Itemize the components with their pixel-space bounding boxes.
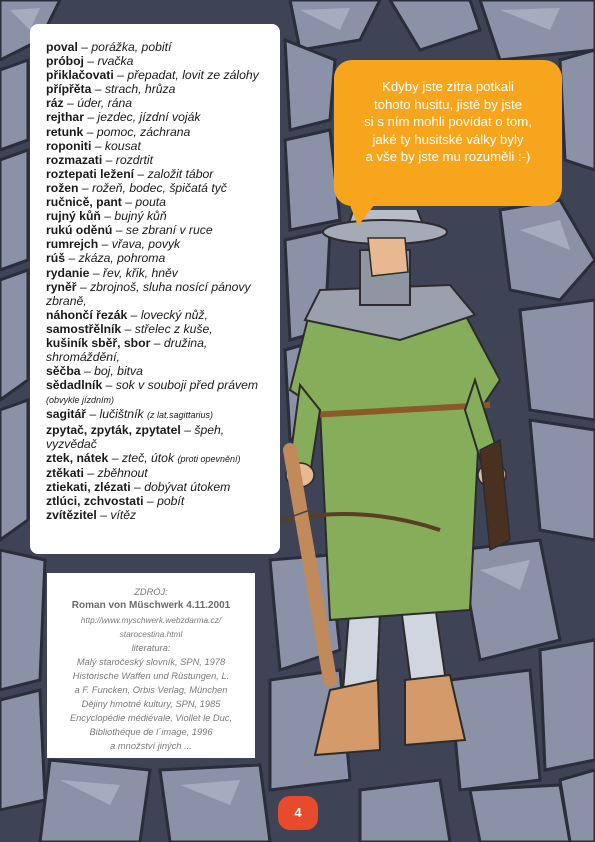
glossary-note: (z lat.sagittarius) bbox=[146, 410, 213, 421]
glossary-term: ručnicě, pant bbox=[46, 195, 122, 210]
glossary-entry: rukú oděnú – se zbraní v ruce bbox=[46, 223, 213, 238]
glossary-entry: rujný kůň – bujný kůň bbox=[46, 209, 167, 224]
glossary-definition: porážka, pobití bbox=[91, 40, 172, 54]
glossary-entry: kušiník sběř, sbor – družina, shromáždění, bbox=[46, 335, 208, 365]
source-url[interactable]: starocestina.html bbox=[119, 629, 183, 639]
bubble-line: si s ním mohli povídat o tom, bbox=[364, 114, 532, 129]
source-author: Roman von Müschwerk 4.11.2001 bbox=[71, 600, 231, 611]
glossary-definition: špeh, vyzvědač bbox=[46, 422, 225, 451]
glossary-term: rukú oděnú bbox=[46, 223, 113, 238]
source-url[interactable]: http://www.myschwerk.webzdarma.cz/ bbox=[80, 615, 222, 625]
glossary-term: rujný kůň bbox=[46, 209, 101, 224]
glossary-definition: rvačka bbox=[97, 54, 134, 69]
glossary-definition: dobývat útokem bbox=[144, 479, 231, 494]
glossary-term: samostřělník bbox=[46, 321, 122, 336]
literature-item: Malý staročeský slovník, SPN, 1978 bbox=[76, 657, 226, 667]
glossary-term: rozmazati bbox=[46, 152, 103, 167]
glossary-definition: pouta bbox=[135, 195, 166, 210]
glossary-entry: náhončí řezák – lovecký nůž, bbox=[46, 307, 208, 322]
glossary-panel bbox=[30, 24, 280, 554]
glossary-term: ztiekati, zlézati bbox=[46, 479, 131, 494]
glossary-term: ryněř bbox=[46, 279, 77, 294]
glossary-entry: retunk – pomoc, záchrana bbox=[46, 124, 191, 139]
glossary-entry: ručnicě, pant – pouta bbox=[46, 195, 166, 210]
glossary-term: rumrejch bbox=[46, 237, 99, 252]
glossary-term: roztepati ležení bbox=[46, 166, 135, 181]
glossary-term: rydanie bbox=[46, 265, 90, 280]
glossary-definition: lovecký nůž, bbox=[140, 307, 208, 322]
glossary-definition: přepadat, lovit ze zálohy bbox=[127, 68, 259, 83]
glossary-entry: sěčba – boj, bitva bbox=[46, 364, 143, 379]
bubble-line: jaké ty husitské války byly bbox=[372, 131, 524, 147]
glossary-definition: boj, bitva bbox=[94, 364, 143, 379]
glossary-definition: rozdrtit bbox=[115, 152, 154, 167]
source-heading: ZDROJ: bbox=[134, 587, 168, 597]
glossary-entry: sědadlník – sok v souboji před právem (obvykle jízdním) bbox=[46, 378, 259, 406]
glossary-entry: sagitář – lučištník (z lat.sagittarius) bbox=[46, 407, 213, 422]
glossary-term: sěčba bbox=[46, 364, 81, 379]
glossary-term: zpytač, zpyták, zpytatel bbox=[46, 422, 181, 437]
glossary-term: rejthar bbox=[46, 110, 84, 125]
glossary-definition: se zbraní v ruce bbox=[125, 223, 213, 238]
glossary-entry: rúš – zkáza, pohroma bbox=[46, 251, 166, 266]
literature-item: Historische Waffen und Rüstungen, L. bbox=[72, 671, 230, 681]
glossary-entry: přípřěta – strach, hrůza bbox=[46, 82, 176, 97]
glossary-definition: jezdec, jízdní voják bbox=[97, 110, 201, 125]
glossary-entry: roztepati ležení – založit tábor bbox=[46, 166, 214, 181]
glossary-term: ráz bbox=[46, 96, 64, 111]
glossary-term: sagitář bbox=[46, 407, 86, 422]
glossary-entry: ztiekati, zlézati – dobývat útokem bbox=[46, 479, 231, 494]
glossary-definition: zteč, útok bbox=[121, 450, 175, 465]
glossary-term: ztěkati bbox=[46, 465, 84, 480]
literature-item: Bibliothéque de l´image, 1996 bbox=[89, 727, 213, 737]
bubble-line: tohoto husitu, jistě by jste bbox=[373, 96, 523, 112]
glossary-entry: ráz – úder, rána bbox=[46, 96, 133, 111]
glossary-definition: strach, hrůza bbox=[104, 82, 176, 97]
glossary-definition: vítěz bbox=[110, 508, 137, 523]
glossary-entry: ztlúci, zchvostati – pobít bbox=[46, 494, 185, 508]
bubble-line: Kdyby jste zítra potkali bbox=[382, 79, 514, 94]
glossary-note: (obvykle jízdním) bbox=[46, 395, 115, 406]
glossary-entry: ztek, nátek – zteč, útok (proti opevnění) bbox=[46, 450, 241, 465]
glossary-entry: přiklačovati – přepadat, lovit ze zálohy bbox=[46, 68, 259, 83]
glossary-entry: rozmazati – rozdrtit bbox=[46, 152, 154, 167]
literature-item: Encyclopédie médiévale, Viollet le Duc, bbox=[69, 713, 233, 723]
glossary-entry: rydanie – řev, křik, hněv bbox=[46, 265, 178, 280]
glossary-definition: střelec z kuše, bbox=[134, 321, 213, 336]
glossary-term: roponiti bbox=[46, 138, 92, 153]
glossary-definition: rožeň, bodec, špičatá tyč bbox=[92, 180, 227, 195]
bubble-line: a vše by jste mu rozuměli :-) bbox=[365, 149, 531, 164]
glossary-term: náhončí řezák bbox=[46, 307, 128, 322]
literature-heading: literatura: bbox=[131, 643, 171, 653]
glossary-definition: pomoc, záchrana bbox=[96, 124, 191, 139]
glossary-definition: řev, křik, hněv bbox=[102, 265, 178, 280]
page-number: 4 bbox=[278, 796, 318, 830]
glossary-note: (proti opevnění) bbox=[177, 453, 241, 464]
glossary-term: ztek, nátek bbox=[46, 450, 109, 465]
glossary-entry: roponiti – kousat bbox=[46, 138, 141, 153]
glossary-entry: zvítězitel – vítěz bbox=[46, 508, 137, 523]
glossary-term: zvítězitel bbox=[46, 508, 97, 523]
glossary-term: próboj bbox=[46, 54, 84, 69]
glossary-entry: rejthar – jezdec, jízdní voják bbox=[46, 110, 201, 125]
source-box bbox=[47, 573, 255, 758]
literature-item: Dějiny hmotné kultury, SPN, 1985 bbox=[81, 699, 221, 709]
glossary-definition: zbrojnoš, sluha nosící pánovy zbraně, bbox=[46, 279, 251, 308]
glossary-definition: družina, shromáždění, bbox=[46, 335, 208, 365]
glossary-entry: ztěkati – zběhnout bbox=[46, 465, 148, 480]
glossary-term: rúš bbox=[46, 251, 65, 266]
glossary-entry: zpytač, zpyták, zpytatel – špeh, vyzvědač bbox=[46, 422, 225, 451]
glossary-definition: úder, rána bbox=[77, 96, 133, 111]
glossary-term: přiklačovati bbox=[46, 68, 114, 83]
glossary-term: sědadlník bbox=[46, 378, 103, 393]
glossary-definition: vřava, povyk bbox=[111, 237, 181, 252]
glossary-definition: sok v souboji před právem bbox=[115, 378, 259, 393]
glossary-term: rožen bbox=[46, 180, 79, 195]
glossary-entry: próboj – rvačka bbox=[46, 54, 134, 69]
glossary-definition: zkáza, pohroma bbox=[78, 251, 166, 266]
speech-bubble bbox=[334, 60, 562, 206]
glossary-definition: bujný kůň bbox=[114, 209, 167, 224]
glossary-definition: založit tábor bbox=[147, 166, 214, 181]
glossary-term: poval bbox=[46, 40, 78, 54]
glossary-definition: kousat bbox=[104, 138, 141, 153]
glossary-definition: pobít bbox=[157, 494, 185, 508]
glossary-definition: lučištník bbox=[99, 407, 144, 422]
glossary-term: přípřěta bbox=[46, 82, 92, 97]
literature-item: a množství jiných ... bbox=[110, 741, 192, 751]
literature-item: a F. Funcken, Orbis Verlag, München bbox=[74, 685, 228, 695]
speech-bubble-tail bbox=[338, 200, 388, 230]
glossary-term: ztlúci, zchvostati bbox=[46, 494, 144, 508]
glossary-entry: rumrejch – vřava, povyk bbox=[46, 237, 181, 252]
glossary-entry: poval – porážka, pobití bbox=[46, 40, 172, 54]
glossary-entry: samostřělník – střelec z kuše, bbox=[46, 321, 213, 336]
glossary-term: retunk bbox=[46, 124, 84, 139]
glossary-entry: ryněř – zbrojnoš, sluha nosící pánovy zbraně, bbox=[46, 279, 251, 308]
glossary-entry: rožen – rožeň, bodec, špičatá tyč bbox=[46, 180, 227, 195]
glossary-definition: zběhnout bbox=[97, 465, 148, 480]
glossary-term: kušiník sběř, sbor bbox=[46, 335, 151, 350]
